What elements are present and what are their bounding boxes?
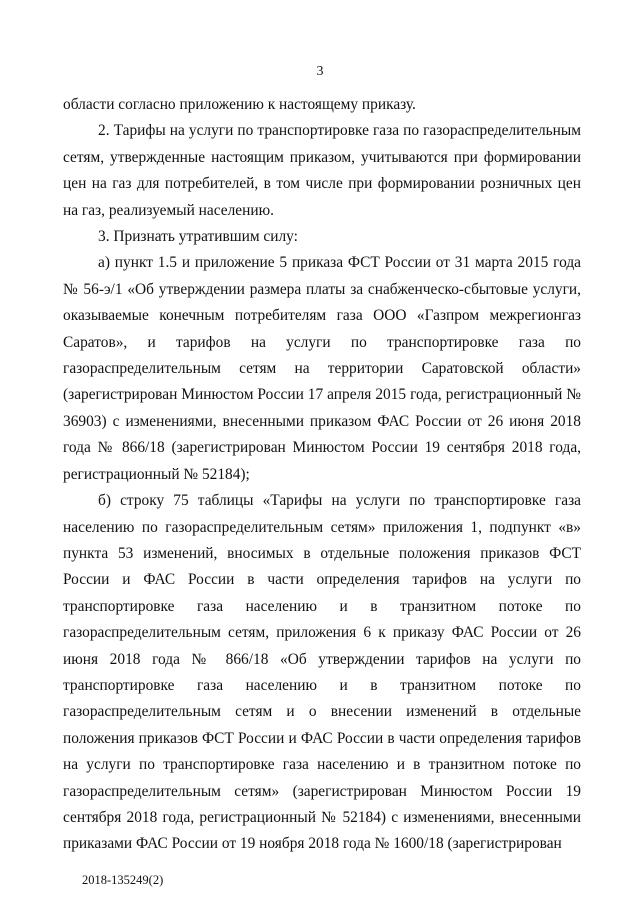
paragraph-continuation: области согласно приложению к настоящему приказу.	[63, 96, 416, 113]
page-number: 3	[316, 64, 324, 79]
document-code: 2018-135249(2)	[82, 873, 164, 887]
paragraph-subitem-b: б) строку 75 таблицы «Тарифы на услуги по транспортировке газа населению по газораспределительным сетям» приложения 1, подпункт «в» пункта 53 изменений, вносимых в отдельные положения приказов ФСТ России и ФАС России в части определения тарифов на услуги по транспортировке газа населению и в транзитном потоке по газораспределительным сетям, приложения 6 к приказу ФАС России от 26 июня 2018 года № 866/18 «Об утверждении тарифов на услуги по транспортировке газа населению и в транзитном потоке по газораспределительным сетям и о внесении изменений в отдельные положения приказов ФСТ России и ФАС России в части определения тарифов на услуги по транспортировке газа населению и в транзитном потоке по газораспределительным сетям» (зарегистрирован Минюстом России 19 сентября 2018 года, регистрационный № 52184) с изменениями, внесенными приказами ФАС России от 19 ноября 2018 года № 1600/18 (зарегистрирован	[63, 492, 581, 853]
paragraph-item-3: 3. Признать утратившим силу:	[98, 228, 298, 246]
document-body	[63, 92, 581, 858]
paragraph-item-2: 2. Тарифы на услуги по транспортировке газа по газораспределительным сетям, утвержденные настоящим приказом, учитываются при формировании цен на газ для потребителей, в том числе при формировании розничных цен на газ, реализуемый населению.	[63, 122, 581, 219]
paragraph-subitem-a: а) пункт 1.5 и приложение 5 приказа ФСТ России от 31 марта 2015 года № 56-э/1 «Об утверждении размера платы за снабженческо-сбытовые услуги, оказываемые конечным потребителям газа ООО «Газпром межрегионгаз Саратов», и тарифов на услуги по транспортировке газа по газораспределительным сетям на территории Саратовской области» (зарегистрирован Минюстом России 17 апреля 2015 года, регистрационный № 36903) с изменениями, внесенными приказом ФАС России от 26 июня 2018 года № 866/18 (зарегистрирован Минюстом России 19 сентября 2018 года, регистрационный № 52184);	[63, 254, 581, 483]
